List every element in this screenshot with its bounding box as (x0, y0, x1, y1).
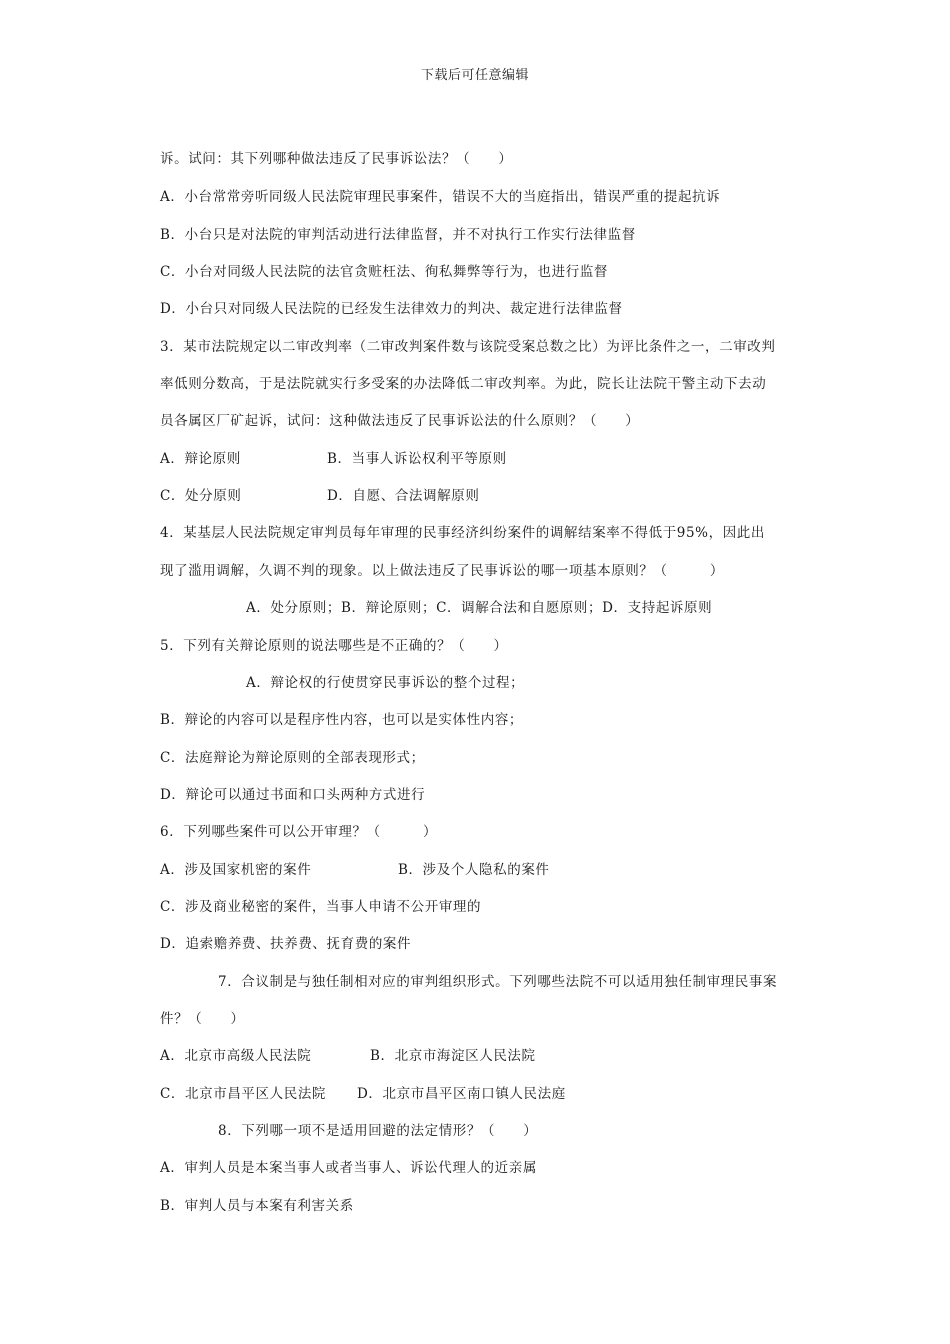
question-8-stem: 8．下列哪一项不是适用回避的法定情形？（ ） (218, 1123, 538, 1139)
question-7-option-b: B．北京市海淀区人民法院 (370, 1048, 536, 1064)
question-2-option-b: B．小台只是对法院的审判活动进行法律监督，并不对执行工作实行法律监督 (160, 227, 636, 243)
question-3-stem-line-1: 3．某市法院规定以二审改判率（二审改判案件数与该院受案总数之比）为评比条件之一，二审改判 (160, 339, 776, 355)
question-5-option-b: B．辩论的内容可以是程序性内容，也可以是实体性内容； (160, 712, 524, 728)
question-5-option-a: A．辩论权的行使贯穿民事诉讼的整个过程； (246, 675, 525, 691)
question-3-option-d: D．自愿、合法调解原则 (327, 488, 480, 504)
question-7-option-c: C．北京市昌平区人民法院 (160, 1086, 327, 1102)
question-3-option-c: C．处分原则 (160, 488, 242, 504)
question-6-option-c: C．涉及商业秘密的案件，当事人申请不公开审理的 (160, 899, 482, 915)
question-4-stem-line-2: 现了滥用调解，久调不判的现象。以上做法违反了民事诉讼的哪一项基本原则？（ ） (160, 563, 724, 579)
question-7-option-a: A．北京市高级人民法院 (160, 1048, 312, 1064)
question-5-option-c: C．法庭辩论为辩论原则的全部表现形式； (160, 750, 425, 766)
question-2-option-a: A．小台常常旁听同级人民法院审理民事案件，错误不大的当庭指出，错误严重的提起抗诉 (160, 189, 721, 205)
question-2-option-d: D．小台只对同级人民法院的已经发生法律效力的判决、裁定进行法律监督 (160, 301, 623, 317)
question-6-option-d: D．追索赡养费、扶养费、抚育费的案件 (160, 936, 412, 952)
question-5-stem: 5．下列有关辩论原则的说法哪些是不正确的？（ ） (160, 638, 508, 654)
question-4-options: A．处分原则；B．辩论原则；C．调解合法和自愿原则；D．支持起诉原则 (246, 600, 713, 616)
question-3-option-b: B．当事人诉讼权利平等原则 (327, 451, 507, 467)
question-2-stem-continued: 诉。试问：其下列哪种做法违反了民事诉讼法？（ ） (160, 151, 513, 167)
question-8-option-a: A．审判人员是本案当事人或者当事人、诉讼代理人的近亲属 (160, 1160, 537, 1176)
question-4-stem-line-1: 4．某基层人民法院规定审判员每年审理的民事经济纠纷案件的调解结案率不得低于95%，因此出 (160, 525, 765, 541)
question-6-option-a: A．涉及国家机密的案件 (160, 862, 312, 878)
page-header: 下载后可任意编辑 (420, 68, 529, 83)
question-3-stem-line-3: 员各属区厂矿起诉，试问：这种做法违反了民事诉讼法的什么原则？（ ） (160, 413, 640, 429)
question-3-stem-line-2: 率低则分数高，于是法院就实行多受案的办法降低二审改判率。为此，院长让法院干警主动下去动 (160, 376, 767, 392)
question-8-option-b: B．审判人员与本案有利害关系 (160, 1198, 354, 1214)
question-7-option-d: D．北京市昌平区南口镇人民法庭 (357, 1086, 566, 1102)
question-6-option-b: B．涉及个人隐私的案件 (398, 862, 550, 878)
question-7-stem-line-1: 7．合议制是与独任制相对应的审判组织形式。下列哪些法院不可以适用独任制审理民事案 (218, 974, 778, 990)
question-3-option-a: A．辩论原则 (160, 451, 241, 467)
question-7-stem-line-2: 件？（ ） (160, 1011, 245, 1027)
question-6-stem: 6．下列哪些案件可以公开审理？（ ） (160, 824, 438, 840)
question-2-option-c: C．小台对同级人民法院的法官贪赃枉法、徇私舞弊等行为，也进行监督 (160, 264, 609, 280)
question-5-option-d: D．辩论可以通过书面和口头两种方式进行 (160, 787, 426, 803)
